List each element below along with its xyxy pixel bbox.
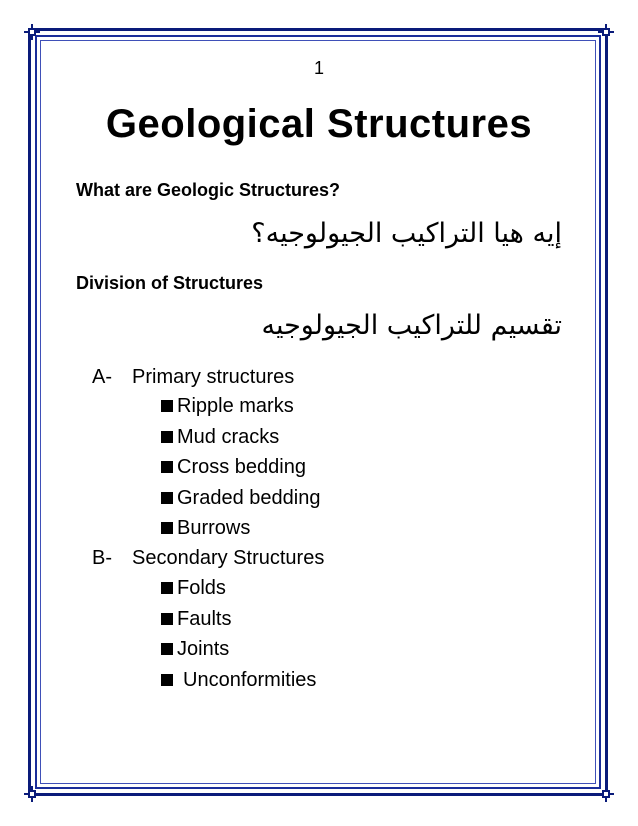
square-bullet-icon: [161, 522, 173, 534]
list-item-label: Folds: [177, 577, 226, 599]
division-heading-arabic: تقسيم للتراكيب الجيولوجيه: [261, 310, 562, 341]
square-bullet-icon: [161, 431, 173, 443]
secondary-structures-list: [161, 573, 316, 695]
list-item-label: Ripple marks: [177, 395, 294, 417]
corner-ornament-icon: [24, 786, 40, 802]
section-marker: A-: [92, 366, 112, 388]
list-item: [161, 573, 316, 604]
list-item-label: Unconformities: [183, 668, 317, 691]
list-item: [161, 604, 316, 635]
square-bullet-icon: [161, 613, 173, 625]
square-bullet-icon: [161, 643, 173, 655]
square-bullet-icon: [161, 492, 173, 504]
list-item: [161, 665, 316, 696]
section-primary: [92, 366, 294, 389]
list-item: [161, 513, 320, 544]
list-item-label: Faults: [177, 607, 232, 630]
square-bullet-icon: [161, 582, 173, 594]
question-heading-arabic: إيه هيا التراكيب الجيولوجيه؟: [251, 218, 562, 249]
page-number: 1: [313, 58, 324, 78]
list-item-label: Cross bedding: [177, 456, 306, 478]
section-label: Secondary Structures: [132, 547, 325, 569]
list-item: [161, 634, 316, 665]
list-item-label: Joints: [177, 638, 230, 660]
corner-ornament-icon: [598, 24, 614, 40]
division-heading-english: Division of Structures: [76, 273, 264, 293]
primary-structures-list: [161, 391, 320, 544]
list-item: [161, 483, 320, 514]
section-marker: B-: [92, 547, 112, 569]
list-item-label: Burrows: [177, 517, 251, 539]
section-label: Primary structures: [132, 366, 295, 388]
section-secondary: [92, 547, 324, 570]
corner-ornament-icon: [24, 24, 40, 40]
question-heading-english: What are Geologic Structures?: [76, 180, 341, 200]
square-bullet-icon: [161, 400, 173, 412]
list-item: [161, 452, 320, 483]
list-item-label: Mud cracks: [177, 425, 280, 448]
list-item: [161, 391, 320, 422]
square-bullet-icon: [161, 461, 173, 473]
corner-ornament-icon: [598, 786, 614, 802]
square-bullet-icon: [161, 674, 173, 686]
page-title: Geological Structures: [105, 102, 533, 146]
list-item: [161, 422, 320, 453]
list-item-label: Graded bedding: [177, 486, 321, 509]
